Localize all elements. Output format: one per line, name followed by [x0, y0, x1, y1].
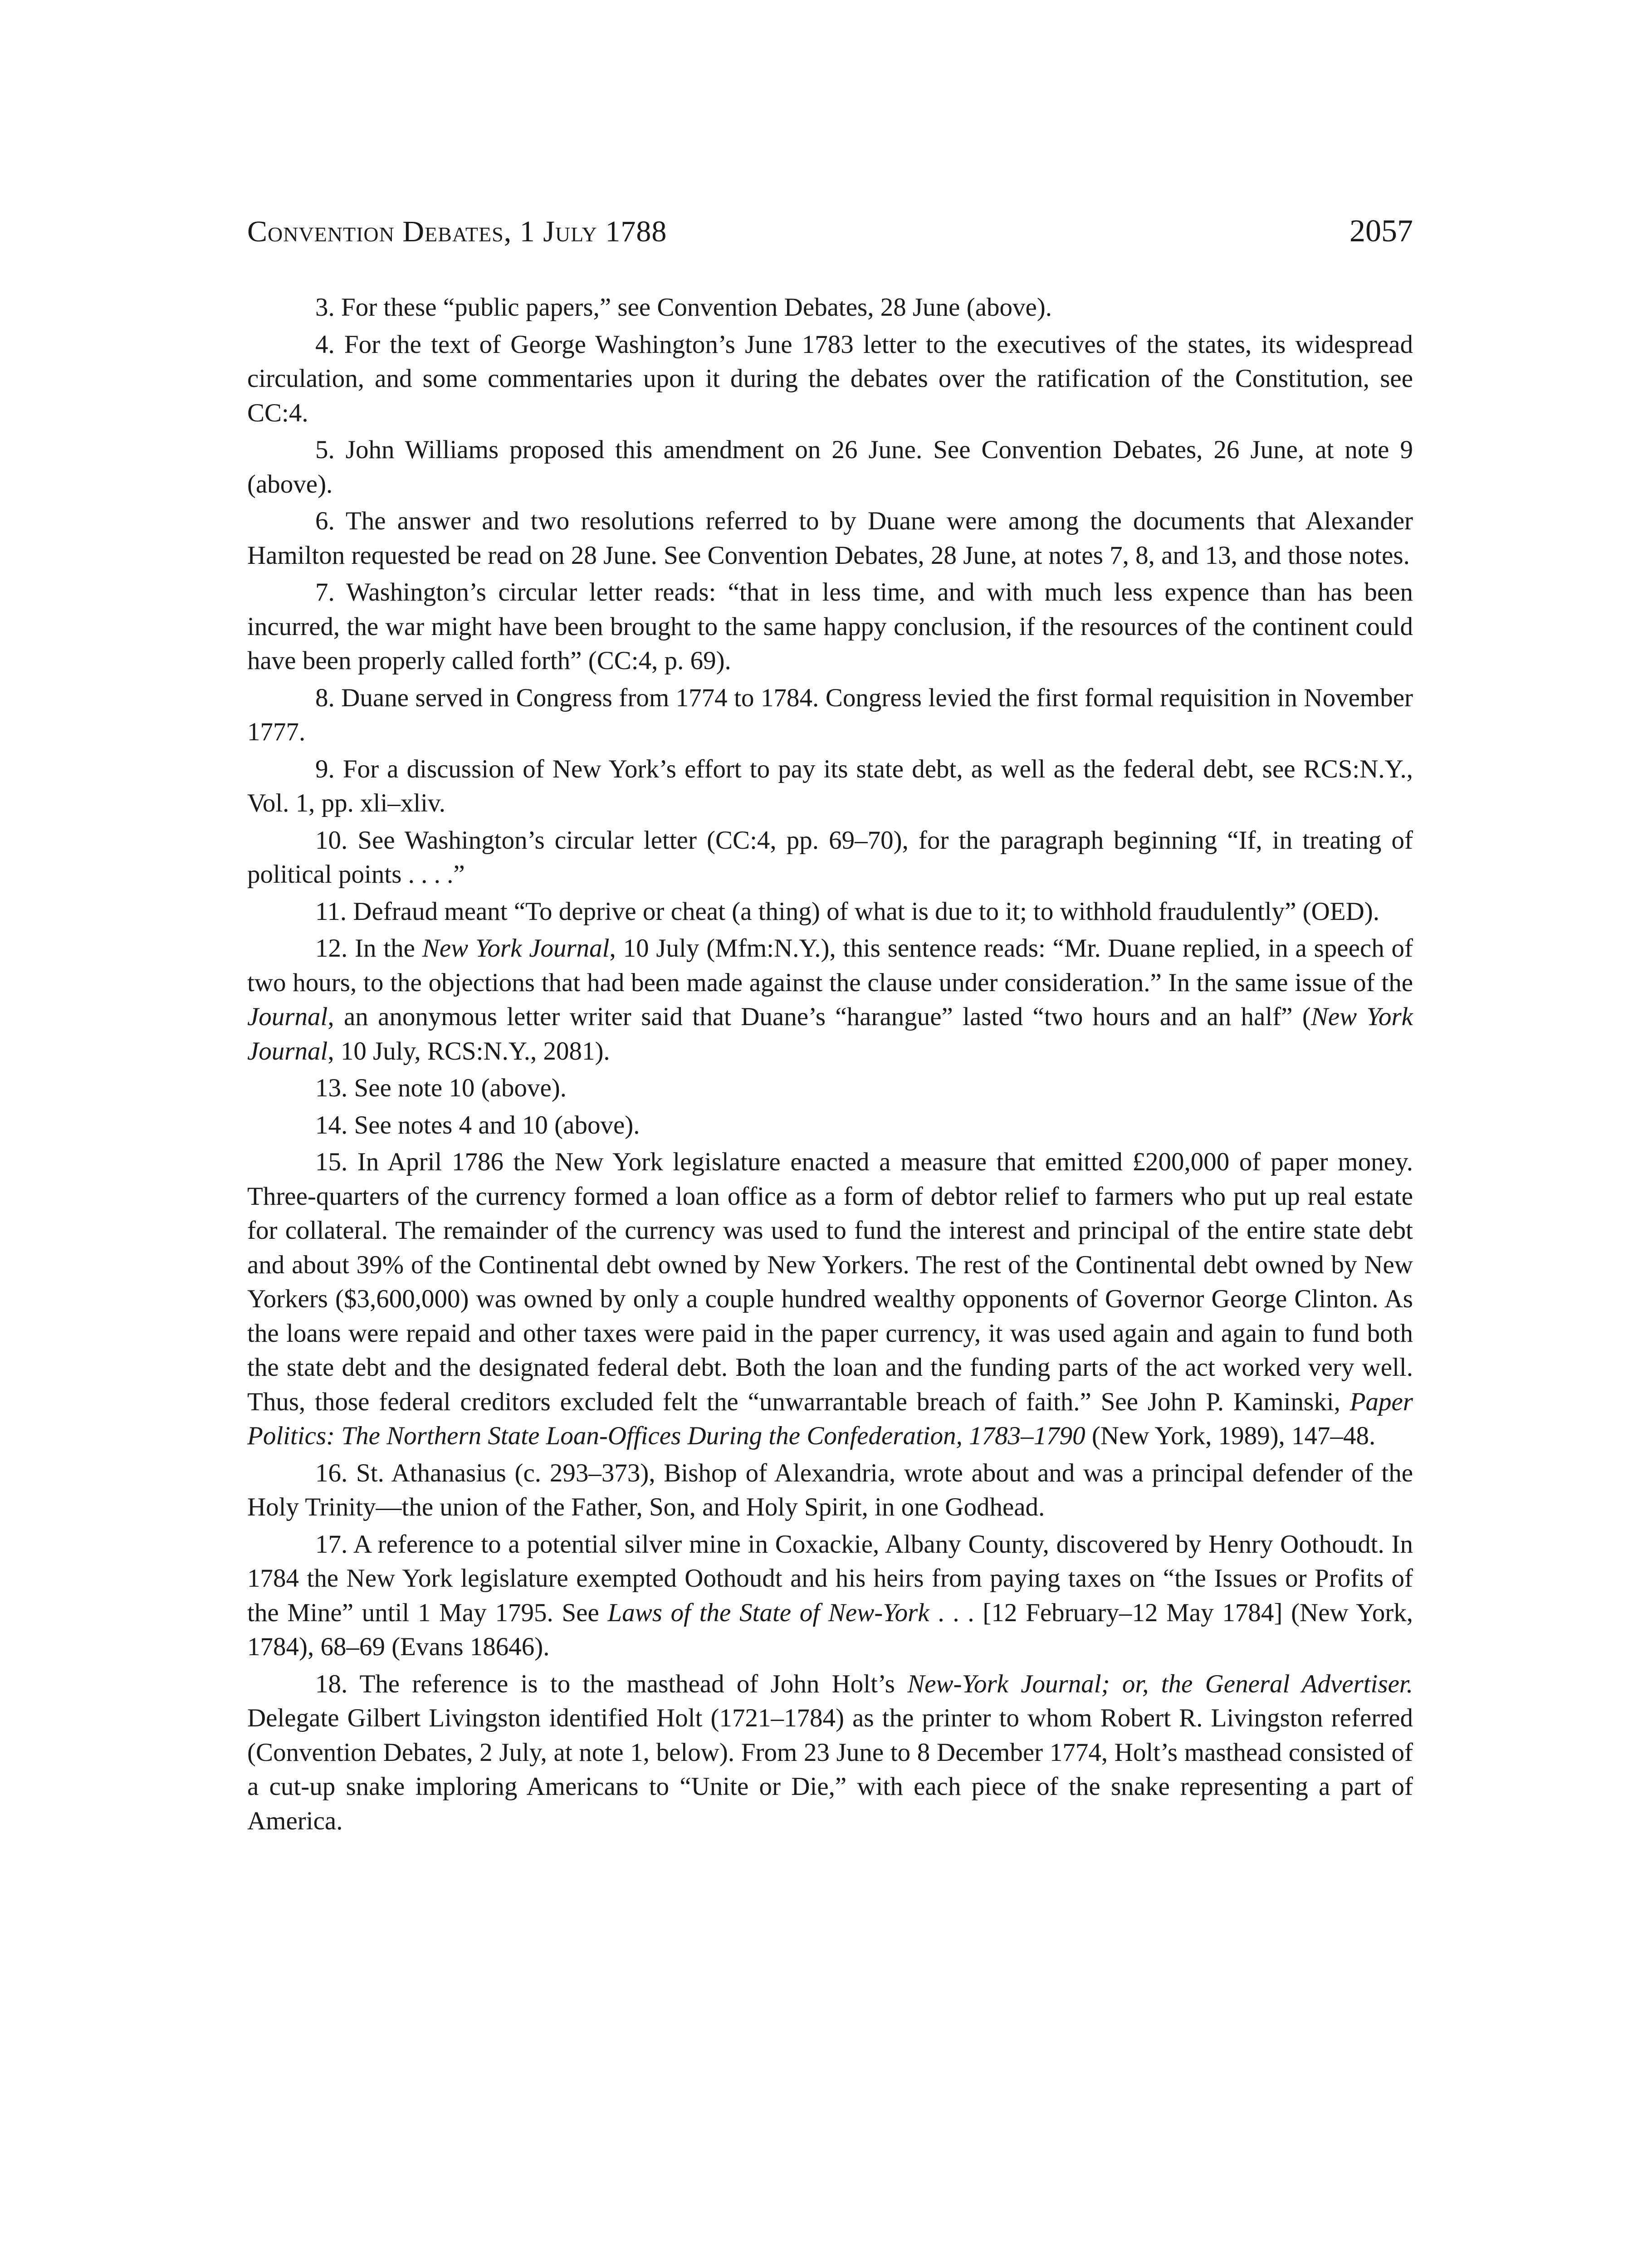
endnote-text: 9. For a discussion of New York’s effort to pay its state debt, as well as the federal debt, see RCS:N.Y., Vol. 1, pp. xli–xliv. [247, 754, 1413, 817]
endnote-text: 5. John Williams proposed this amendment on 26 June. See Convention Debates, 26 June, at note 9 (above). [247, 435, 1413, 499]
endnote-text: 13. See note 10 (above). [315, 1074, 567, 1102]
endnote-text: . . . [12 February–12 May 1784] (New York, 1784), 68–69 (Evans 18646). [247, 1598, 1413, 1661]
endnote-italic-text: Laws of the State of New-York [607, 1598, 929, 1627]
endnote [247, 1071, 1413, 1105]
endnote [247, 931, 1413, 1068]
endnote-text: 18. The reference is to the masthead of John Holt’s [315, 1669, 908, 1698]
endnote-text: (New York, 1989), 147–48. [1085, 1422, 1376, 1450]
endnote [247, 504, 1413, 572]
endnote-italic-text: New York Journal [247, 1002, 1413, 1066]
endnote-text: 14. See notes 4 and 10 (above). [315, 1110, 640, 1139]
endnote [247, 1108, 1413, 1143]
endnote-text: 15. In April 1786 the New York legislature enacted a measure that emitted £200,000 of paper money. Three-quarters of the currency formed a loan office as a form of debtor relief to farmers who put up real estate for collateral. The remainder of the currency was used to fund the interest and principal of the entire state debt and about 39% of the Continental debt owned by New Yorkers. The rest of the Continental debt owned by New Yorkers ($3,600,000) was owned by only a couple hundred wealthy opponents of Governor George Clinton. As the loans were repaid and other taxes were paid in the paper currency, it was used again and again to fund both the state debt and the designated federal debt. Both the loan and the funding parts of the act worked very well. Thus, those federal creditors excluded felt the “unwarrantable breach of faith.” See John P. Kaminski, [247, 1148, 1413, 1416]
endnote [247, 894, 1413, 929]
endnote [247, 575, 1413, 678]
endnote-italic-text: Journal [247, 1002, 328, 1031]
endnote [247, 327, 1413, 430]
endnote [247, 290, 1413, 325]
endnote-text: 3. For these “public papers,” see Convention Debates, 28 June (above). [315, 293, 1052, 322]
endnote-text: 4. For the text of George Washington’s June 1783 letter to the executives of the states, its widespread circulation, and some commentaries upon it during the debates over the ratification of the Constitution, see CC:4. [247, 330, 1413, 427]
endnote [247, 1456, 1413, 1525]
endnote-text: 8. Duane served in Congress from 1774 to 1784. Congress levied the first formal requisition in November 1777. [247, 683, 1413, 746]
endnote-text: , 10 July, RCS:N.Y., 2081). [328, 1036, 610, 1066]
endnote [247, 1527, 1413, 1664]
endnote-text: Delegate Gilbert Livingston identified Holt (1721–1784) as the printer to whom Robert R. Livingston referred (Convention Debates, 2 July, at note 1, below). From 23 June to 8 December 1774, Holt’s masthead consisted of a cut-up snake imploring Americans to “Unite or Die,” with each piece of the snake representing a part of America. [247, 1704, 1413, 1835]
endnote-text: 16. St. Athanasius (c. 293–373), Bishop of Alexandria, wrote about and was a principal defender of the Holy Trinity—the union of the Father, Son, and Holy Spirit, in one Godhead. [247, 1458, 1413, 1521]
endnote [247, 1667, 1413, 1838]
endnote-italic-text: New-York Journal; or, the General Advertiser. [907, 1669, 1413, 1698]
endnote-text: 10. See Washington’s circular letter (CC:4, pp. 69–70), for the paragraph beginning “If, in treating of political points . . . .” [247, 826, 1413, 889]
page-number: 2057 [1349, 214, 1413, 249]
endnote-text: 6. The answer and two resolutions referred to by Duane were among the documents that Alexander Hamilton requested be read on 28 June. See Convention Debates, 28 June, at notes 7, 8, and 13, and those notes. [247, 507, 1413, 570]
endnote-italic-text: New York Journal [422, 934, 610, 963]
running-title: Convention Debates, 1 July 1788 [247, 215, 667, 248]
endnote [247, 823, 1413, 892]
endnote [247, 433, 1413, 501]
endnote [247, 1145, 1413, 1453]
endnote-text: 17. A reference to a potential silver mine in Coxackie, Albany County, discovered by Henry Oothoudt. In 1784 the New York legislature exempted Oothoudt and his heirs from paying taxes on “the Issues or Profits of the Mine” until 1 May 1795. See [247, 1530, 1413, 1627]
endnote-text: 11. Defraud meant “To deprive or cheat (a thing) of what is due to it; to withhold fraudulently” (OED). [315, 897, 1380, 926]
endnote-text: 7. Washington’s circular letter reads: “that in less time, and with much less expence than has been incurred, the war might have been brought to the same happy conclusion, if the resources of the continent could have been properly called forth” (CC:4, p. 69). [247, 578, 1413, 675]
endnote-text: 12. In the [315, 934, 422, 963]
endnote [247, 681, 1413, 749]
page [247, 213, 1413, 1841]
endnote-italic-text: Paper Politics: The Northern State Loan-Offices During the Confederation, 1783–1790 [247, 1387, 1413, 1450]
endnote-text: , an anonymous letter writer said that Duane’s “harangue” lasted “two hours and an half” ( [328, 1002, 1311, 1031]
endnotes-list [247, 290, 1413, 1838]
running-head [247, 213, 1413, 268]
endnote-text: , 10 July (Mfm:N.Y.), this sentence reads: “Mr. Duane replied, in a speech of two hours, to the objections that had been made against the clause under consideration.” In the same issue of the [247, 934, 1413, 997]
endnote [247, 752, 1413, 821]
